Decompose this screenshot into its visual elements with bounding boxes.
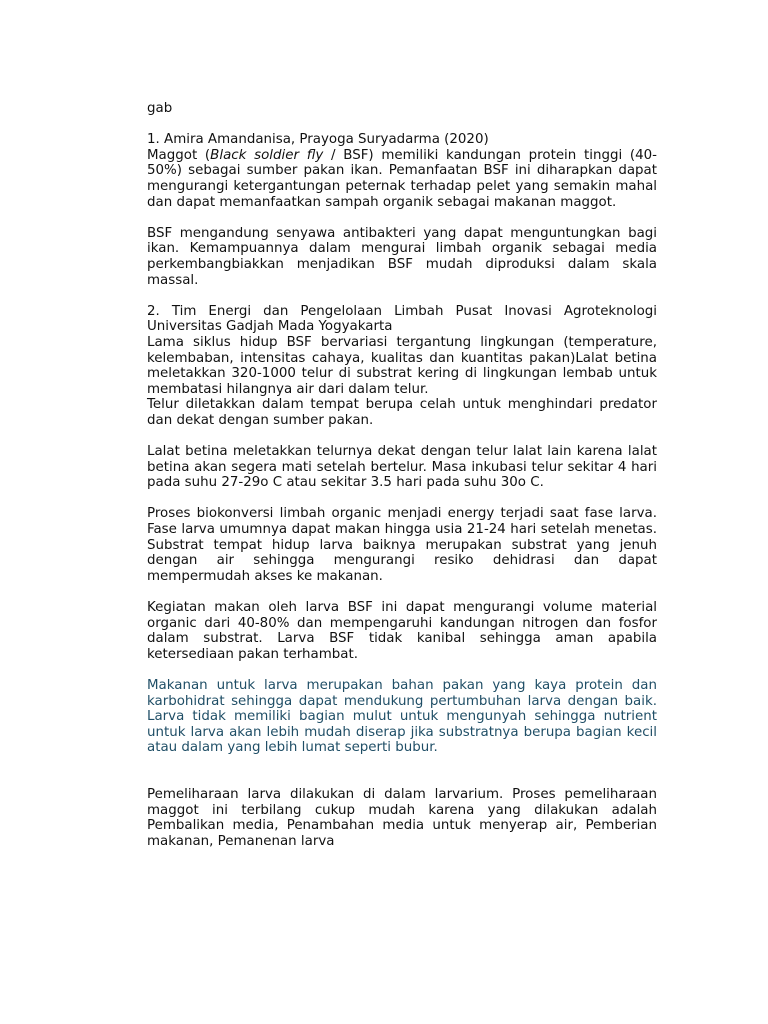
- document-page: [147, 101, 657, 850]
- intro-italic: Black soldier fly: [210, 147, 324, 163]
- source-2-paragraph-3: Lalat betina meletakkan telurnya dekat dengan telur lalat lain karena lalat betina akan segera mati setelah bertelur. Masa inkubasi telur sekitar 4 hari pada suhu 27-29o C atau sekitar 3.5 hari pada suhu 30o C.: [147, 444, 657, 491]
- spacer: [147, 662, 657, 678]
- spacer: [147, 288, 657, 304]
- source-2-citation: 2. Tim Energi dan Pengelolaan Limbah Pusat Inovasi Agroteknologi Universitas Gadjah Mada Yogyakarta: [147, 303, 657, 335]
- intro-before: Maggot (: [147, 147, 211, 163]
- spacer: [147, 756, 657, 787]
- spacer: [147, 210, 657, 226]
- intro-after: / BSF) memiliki kandungan protein tinggi (40-50%) sebagai sumber pakan ikan. Pemanfaatan BSF ini diharapkan dapat mengurangi ketergantungan peternak terhadap pelet yang semakin mahal dan dapat memanfaatkan sampah organik sebagai makanan maggot.: [147, 147, 657, 210]
- source-2-paragraph-7: Pemeliharaan larva dilakukan di dalam larvarium. Proses pemeliharaan maggot ini terbilang cukup mudah karena yang dilakukan adalah Pembalikan media, Penambahan media untuk menyerap air, Pemberian makanan, Pemanenan larva: [147, 787, 657, 849]
- spacer: [147, 491, 657, 507]
- source-1-citation: 1. Amira Amandanisa, Prayoga Suryadarma (2020): [147, 132, 489, 148]
- source-2-paragraph-5: Kegiatan makan oleh larva BSF ini dapat mengurangi volume material organic dari 40-80% dan mempengaruhi kandungan nitrogen dan fosfor dalam substrat. Larva BSF tidak kanibal sehingga aman apabila ketersediaan pakan terhambat.: [147, 600, 657, 662]
- spacer: [147, 117, 657, 133]
- spacer: [147, 584, 657, 600]
- source-1-intro: [147, 148, 657, 210]
- source-2-paragraph-2: Telur diletakkan dalam tempat berupa celah untuk menghindari predator dan dekat dengan sumber pakan.: [147, 397, 657, 428]
- source-2-paragraph-4: Proses biokonversi limbah organic menjadi energy terjadi saat fase larva. Fase larva umumnya dapat makan hingga usia 21-24 hari setelah menetas. Substrat tempat hidup larva baiknya merupakan substrat yang jenuh dengan air sehingga mengurangi resiko dehidrasi dan dapat mempermudah akses ke makanan.: [147, 506, 657, 584]
- source-2-highlight-paragraph: Makanan untuk larva merupakan bahan pakan yang kaya protein dan karbohidrat sehingga dapat mendukung pertumbuhan larva dengan baik. Larva tidak memiliki bagian mulut untuk mengunyah sehingga nutrient untuk larva akan lebih mudah diserap jika substratnya berupa bagian kecil atau dalam yang lebih lumat seperti bubur.: [147, 677, 657, 756]
- spacer: [147, 428, 657, 444]
- source-2-paragraph-1: Lama siklus hidup BSF bervariasi tergantung lingkungan (temperature, kelembaban, intensitas cahaya, kualitas dan kuantitas pakan)Lalat betina meletakkan 320-1000 telur di substrat kering di lingkungan lembab untuk membatasi hilangnya air dari dalam telur.: [147, 334, 657, 397]
- document-heading: gab: [147, 101, 173, 116]
- source-1-paragraph-2: BSF mengandung senyawa antibakteri yang dapat menguntungkan bagi ikan. Kemampuannya dalam mengurai limbah organik sebagai media perkembangbiakkan menjadikan BSF mudah diproduksi dalam skala massal.: [147, 225, 657, 288]
